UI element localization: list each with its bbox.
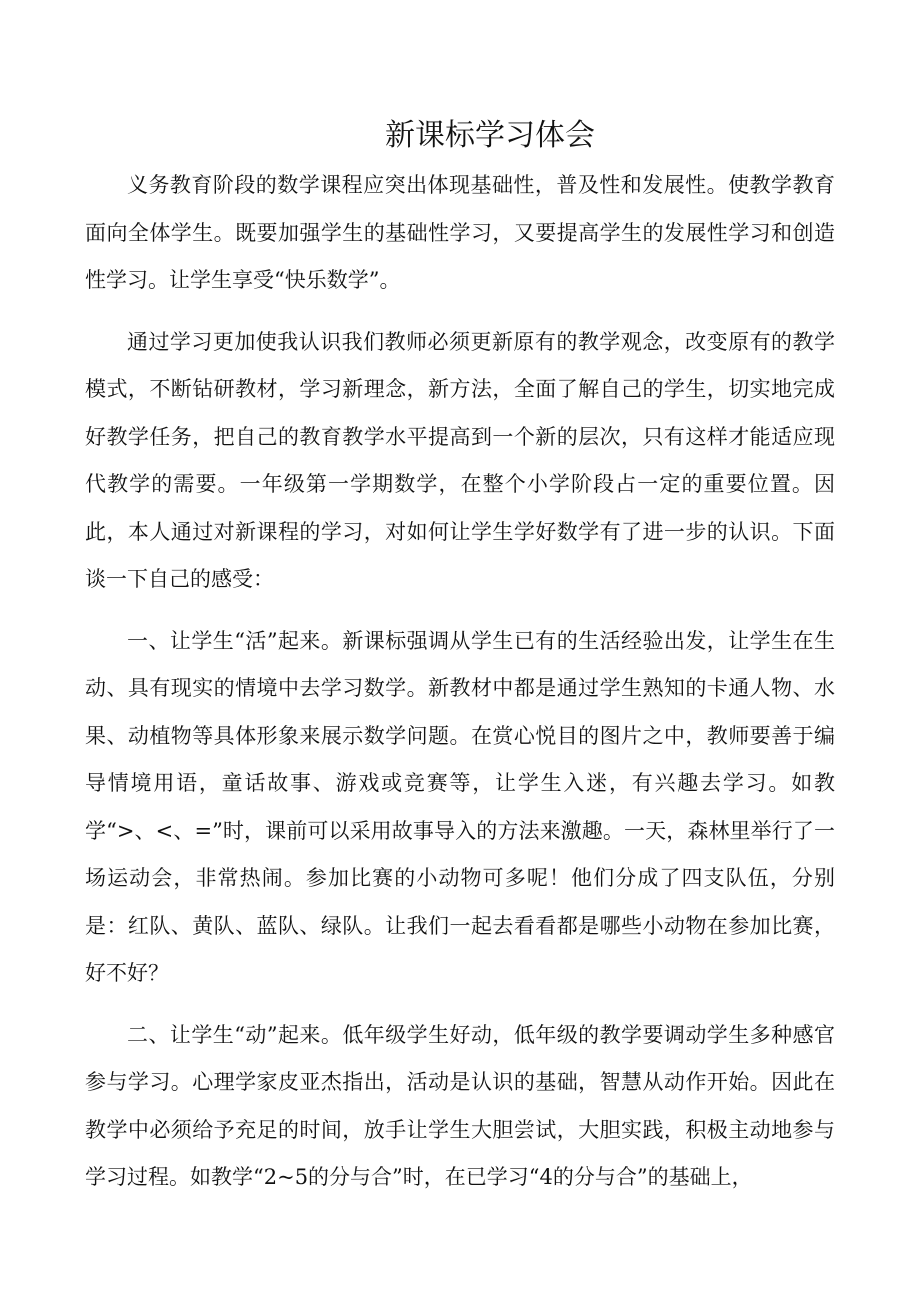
paragraph-2: 通过学习更加使我认识我们教师必须更新原有的教学观念，改变原有的教学模式，不断钻研教材，学习新理念，新方法，全面了解自己的学生，切实地完成好教学任务，把自己的教育教学水平提高到一个新的层次，只有这样才能适应现代教学的需要。一年级第一学期数学，在整个小学阶段占一定的重要位置。因此，本人通过对新课程的学习，对如何让学生学好数学有了进一步的认识。下面谈一下自己的感受： xyxy=(85,329,835,591)
paragraph-1: 义务教育阶段的数学课程应突出体现基础性，普及性和发展性。使教学教育面向全体学生。既要加强学生的基础性学习，又要提高学生的发展性学习和创造性学习。让学生享受“快乐数学”。 xyxy=(85,173,835,292)
paragraph-4: 二、让学生“动”起来。低年级学生好动，低年级的教学要调动学生多种感官参与学习。心理学家皮亚杰指出，活动是认识的基础，智慧从动作开始。因此在教学中必须给予充足的时间，放手让学生大胆尝试，大胆实践，积极主动地参与学习过程。如教学“2~5的分与合”时，在已学习“4的分与合”的基础上， xyxy=(85,1022,835,1189)
paragraph-3: 一、让学生“活”起来。新课标强调从学生已有的生活经验出发，让学生在生动、具有现实的情境中去学习数学。新教材中都是通过学生熟知的卡通人物、水果、动植物等具体形象来展示数学问题。在赏心悦目的图片之中，教师要善于编导情境用语，童话故事、游戏或竞赛等，让学生入迷，有兴趣去学习。如教学“>、<、=”时，课前可以采用故事导入的方法来激趣。一天，森林里举行了一场运动会，非常热闹。参加比赛的小动物可多呢！他们分成了四支队伍，分别是：红队、黄队、蓝队、绿队。让我们一起去看看都是哪些小动物在参加比赛，好不好？ xyxy=(85,628,835,985)
document-body xyxy=(85,162,835,1202)
document-title: 新课标学习体会 xyxy=(385,118,595,153)
